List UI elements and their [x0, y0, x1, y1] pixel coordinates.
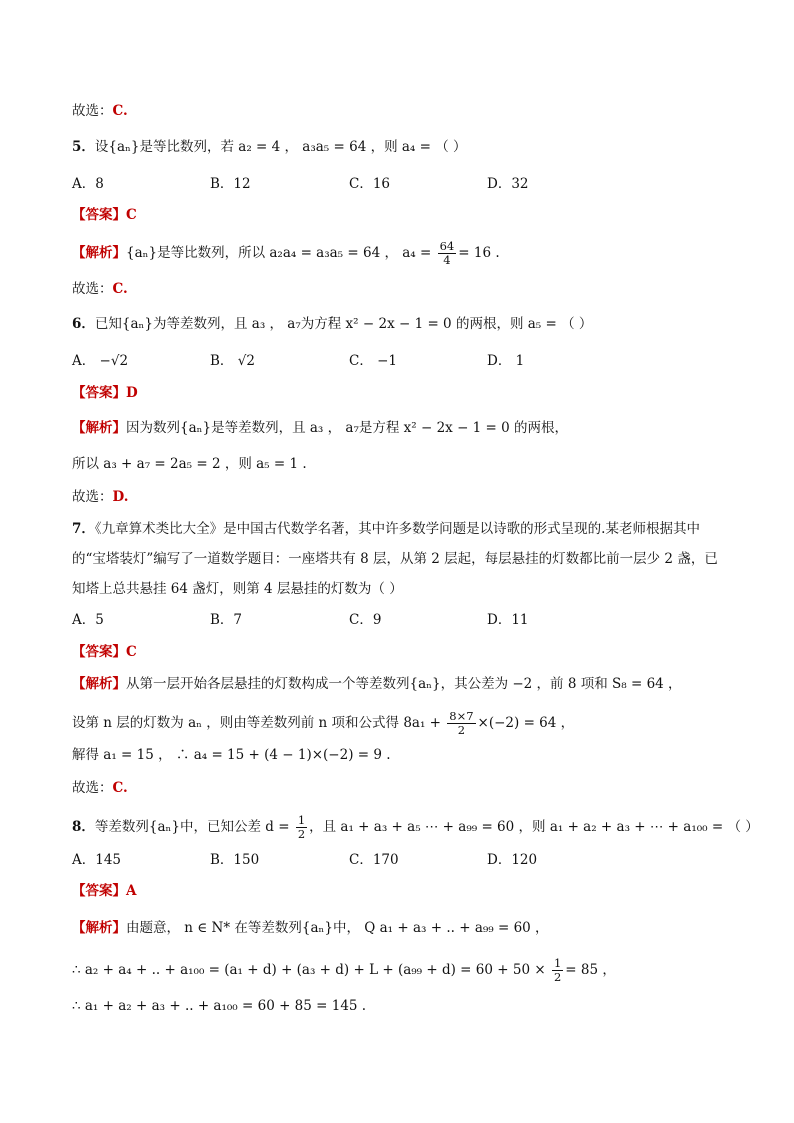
q7-analysis-line-3: 解得 a₁ = 15 ， ∴ a₄ = 15 + (4 − 1)×(−2) = 9 . [72, 747, 391, 763]
q7-option-c: C．9 [349, 612, 382, 628]
q8-answer: 【答案】A [72, 883, 137, 899]
q4-conclusion: 故选：C. [72, 103, 128, 119]
q7-option-a: A．5 [72, 612, 104, 628]
q7-analysis-line-1: 【解析】从第一层开始各层悬挂的灯数构成一个等差数列{aₙ}，其公差为 −2 ，前 8 项和 S₈ = 64 ， [72, 676, 682, 692]
q5-stem: 5．设{aₙ}是等比数列，若 a₂ = 4 ， a₃a₅ = 64 ，则 a₄ = （ ） [72, 139, 467, 155]
q7-fraction: $\frac{8\times 7}{2}$ [449, 709, 474, 737]
q5-analysis: 【解析】{aₙ}是等比数列，所以 a₂a₄ = a₃a₅ = 64 ， a₄ = $\frac{64}{4}$ = 16 . [72, 239, 500, 267]
q8-fraction: $\frac{1}{2}$ [553, 956, 562, 984]
q6-analysis-line-1: 【解析】因为数列{aₙ}是等差数列，且 a₃ ， a₇是方程 x² − 2x − 1 = 0 的两根， [72, 420, 569, 436]
q8-analysis-line-3: ∴ a₁ + a₂ + a₃ + .. + a₁₀₀ = 60 + 85 = 145 . [72, 998, 367, 1014]
q7-stem-line-2: 的“宝塔装灯”编写了一道数学题目：一座塔共有 8 层，从第 2 层起，每层悬挂的灯数都比前一层少 2 盏，已 [72, 551, 718, 567]
q6-answer: 【答案】D [72, 385, 138, 401]
q5-answer: 【答案】C [72, 207, 137, 223]
q7-answer: 【答案】C [72, 644, 137, 660]
q8-stem: 8．等差数列{aₙ}中，已知公差 d = $\frac{1}{2}$ ，且 a₁ + a₃ + a₅ ⋯ + a₉₉ = 60 ，则 a₁ + a₂ + a₃ + ⋯ + a₁₀₀ = （ ） [72, 813, 759, 841]
q7-stem-line-3: 知塔上总共悬挂 64 盏灯，则第 4 层悬挂的灯数为（ ） [72, 581, 403, 597]
q6-option-c: C． −1 [349, 353, 398, 369]
q6-stem: 6．已知{aₙ}为等差数列，且 a₃ ， a₇为方程 x² − 2x − 1 = 0 的两根，则 a₅ = （ ） [72, 316, 593, 332]
q5-option-a: A．8 [72, 176, 104, 192]
q8-option-b: B．150 [210, 852, 260, 868]
q8-option-d: D．120 [487, 852, 538, 868]
q8-option-a: A．145 [72, 852, 122, 868]
q6-analysis-line-2: 所以 a₃ + a₇ = 2a₅ = 2 ，则 a₅ = 1 . [72, 456, 307, 472]
q7-option-b: B．7 [210, 612, 243, 628]
q8-analysis-line-2: ∴ a₂ + a₄ + .. + a₁₀₀ = (a₁ + d) + (a₃ + d) + L + (a₉₉ + d) = 60 + 50 × $\frac{1}{2}$ = 85 ， [72, 956, 616, 984]
q8-option-c: C．170 [349, 852, 399, 868]
q7-option-d: D．11 [487, 612, 529, 628]
q5-option-c: C．16 [349, 176, 391, 192]
q7-stem-line-1: 7．《九章算术类比大全》是中国古代数学名著，其中许多数学问题是以诗歌的形式呈现的.某老师根据其中 [72, 521, 700, 537]
q6-option-b: B． √2 [210, 353, 255, 369]
q5-option-d: D．32 [487, 176, 529, 192]
q6-conclusion: 故选：D. [72, 489, 129, 505]
q8-analysis-line-1: 【解析】由题意， n ∈ N* 在等差数列{aₙ}中， Q a₁ + a₃ + .. + a₉₉ = 60 ， [72, 920, 549, 936]
q5-fraction: $\frac{64}{4}$ [439, 239, 455, 267]
q7-analysis-line-2: 设第 n 层的灯数为 aₙ ，则由等差数列前 n 项和公式得 8a₁ + $\frac{8\times 7}{2}$ ×(−2) = 64 ， [72, 709, 575, 737]
q7-conclusion: 故选：C. [72, 780, 128, 796]
q5-conclusion: 故选：C. [72, 281, 128, 297]
q6-option-d: D． 1 [487, 353, 525, 369]
q5-option-b: B．12 [210, 176, 251, 192]
q6-option-a: A． −√2 [72, 353, 129, 369]
q8-stem-fraction: $\frac{1}{2}$ [297, 813, 306, 841]
